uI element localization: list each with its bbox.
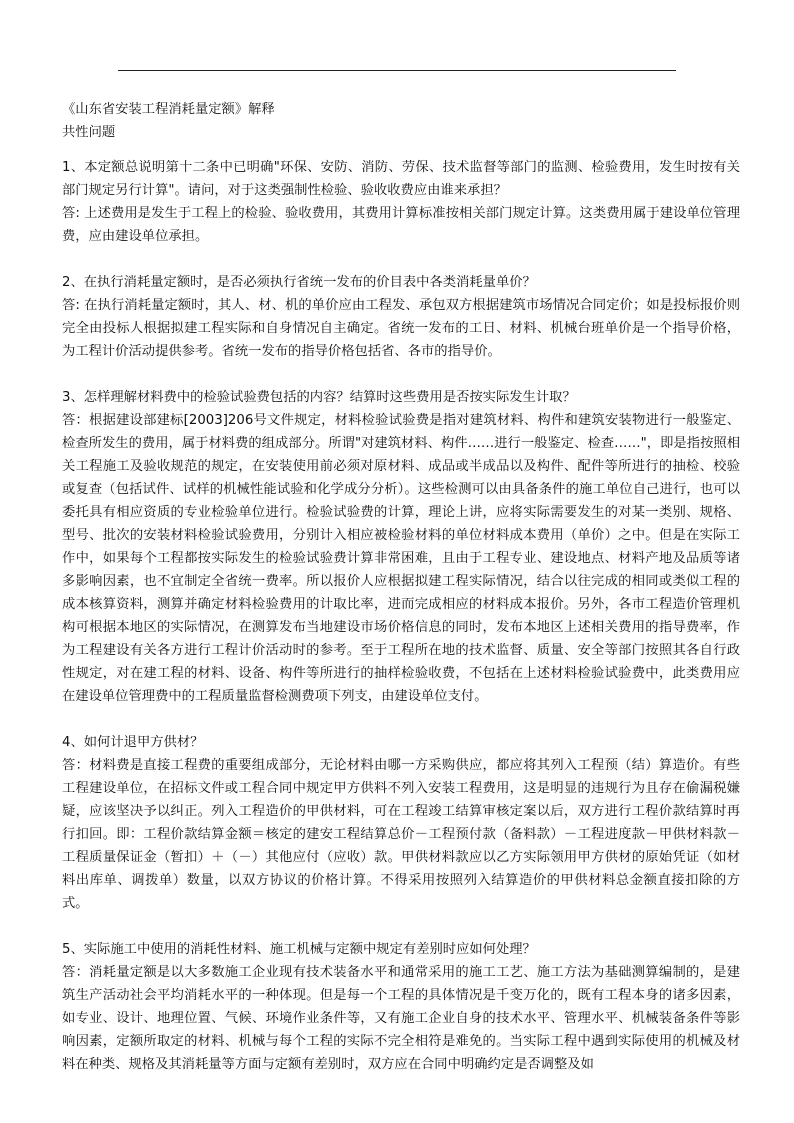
document-header [62, 98, 742, 144]
qa-item [62, 938, 740, 1076]
answer-text: 答：材料费是直接工程费的重要组成部分，无论材料由哪一方采购供应，都应将其列入工程预（结）算造价。有些工程建设单位，在招标文件或工程合同中规定甲方供料不列入安装工程费用，这是明显的违规行为且存在偷漏税嫌疑，应该坚决予以纠正。列入工程造价的甲供材料，可在工程竣工结算审核定案以后，双方进行工程价款结算时再行扣回。即：工程价款结算金额＝核定的建安工程结算总价－工程预付款（备料款）－工程进度款－甲供材料款－工程质量保证金（暂扣）＋（－）其他应付（应收）款。甲供材料款应以乙方实际领用甲方供材的原始凭证（如材料出库单、调拨单）数量，以双方协议的价格计算。不得采用按照列入结算造价的甲供材料总金额直接扣除的方式。 [62, 758, 740, 911]
question-text: 5、实际施工中使用的消耗性材料、施工机械与定额中规定有差别时应如何处理？ [62, 942, 536, 957]
question-text: 4、如何计退甲方供材？ [62, 735, 204, 750]
answer-text: 答：消耗量定额是以大多数施工企业现有技术装备水平和通常采用的施工工艺、施工方法为基础测算编制的，是建筑生产活动社会平均消耗水平的一种体现。但是每一个工程的具体情况是千变万化的，既有工程本身的诸多因素，如专业、设计、地理位置、气候、环境作业条件等，又有施工企业自身的技术水平、管理水平、机械装备条件等影响因素，定额所取定的材料、机械与每个工程的实际不完全相符是难免的。当实际工程中遇到实际使用的机械及材料在种类、规格及其消耗量等方面与定额有差别时，双方应在合同中明确约定是否调整及如 [62, 965, 740, 1072]
answer-text: 答：根据建设部建标[2003]206号文件规定，材料检验试验费是指对建筑材料、构件和建筑安装物进行一般鉴定、检查所发生的费用，属于材料费的组成部分。所谓"对建筑材料、构件……进行一般鉴定、检查……"，即是指按照相关工程施工及验收规范的规定，在安装使用前必须对原材料、成品或半成品以及构件、配件等所进行的抽检、校验或复查（包括试件、试样的机械性能试验和化学成分分析）。这些检测可以由具备条件的施工单位自己进行，也可以委托具有相应资质的专业检验单位进行。检验试验费的计算，理论上讲，应将实际需要发生的对某一类别、规格、型号、批次的安装材料检验试验费用，分别计入相应被检验材料的单位材料成本费用（单价）之中。但是在实际工作中，如果每个工程都按实际发生的检验试验费计算非常困难，且由于工程专业、建设地点、材料产地及品质等诸多影响因素，也不宜制定全省统一费率。所以报价人应根据拟建工程实际情况，结合以往完成的相同或类似工程的成本核算资料，测算并确定材料检验费用的计取比率，进而完成相应的材料成本报价。另外，各市工程造价管理机构可根据本地区的实际情况，在测算发布当地建设市场价格信息的同时，发布本地区上述相关费用的指导费率，作为工程建设有关各方进行工程计价活动时的参考。至于工程所在地的技术监督、质量、安全等部门按照其各自行政性规定，对在建工程的材料、设备、构件等所进行的抽样检验收费，不包括在上述材料检验试验费中，此类费用应在建设单位管理费中的工程质量监督检测费项下列支，由建设单位支付。 [62, 413, 740, 704]
qa-item [62, 731, 740, 915]
document-subtitle: 共性问题 [62, 125, 116, 140]
question-text: 1、本定额总说明第十二条中已明确"环保、安防、消防、劳保、技术监督等部门的监测、检验费用，发生时按有关部门规定另行计算"。请问，对于这类强制性检验、验收收费应由谁来承担？ [62, 160, 740, 198]
qa-list [62, 156, 740, 1099]
qa-item [62, 156, 740, 248]
qa-item [62, 271, 740, 363]
answer-text: 答: 上述费用是发生于工程上的检验、验收费用，其费用计算标准按相关部门规定计算。这类费用属于建设单位管理费，应由建设单位承担。 [62, 206, 740, 244]
question-text: 2、在执行消耗量定额时，是否必须执行省统一发布的价目表中各类消耗量单价？ [62, 275, 536, 290]
header-rule [118, 70, 676, 71]
qa-item [62, 386, 740, 708]
answer-text: 答: 在执行消耗量定额时，其人、材、机的单价应由工程发、承包双方根据建筑市场情况合同定价；如是投标报价则完全由投标人根据拟建工程实际和自身情况自主确定。省统一发布的工日、材料、机械台班单价是一个指导价格，为工程计价活动提供参考。省统一发布的指导价格包括省、各市的指导价。 [62, 298, 740, 359]
question-text: 3、怎样理解材料费中的检验试验费包括的内容？结算时这些费用是否按实际发生计取？ [62, 390, 576, 405]
document-title: 《山东省安装工程消耗量定额》解释 [62, 102, 275, 117]
